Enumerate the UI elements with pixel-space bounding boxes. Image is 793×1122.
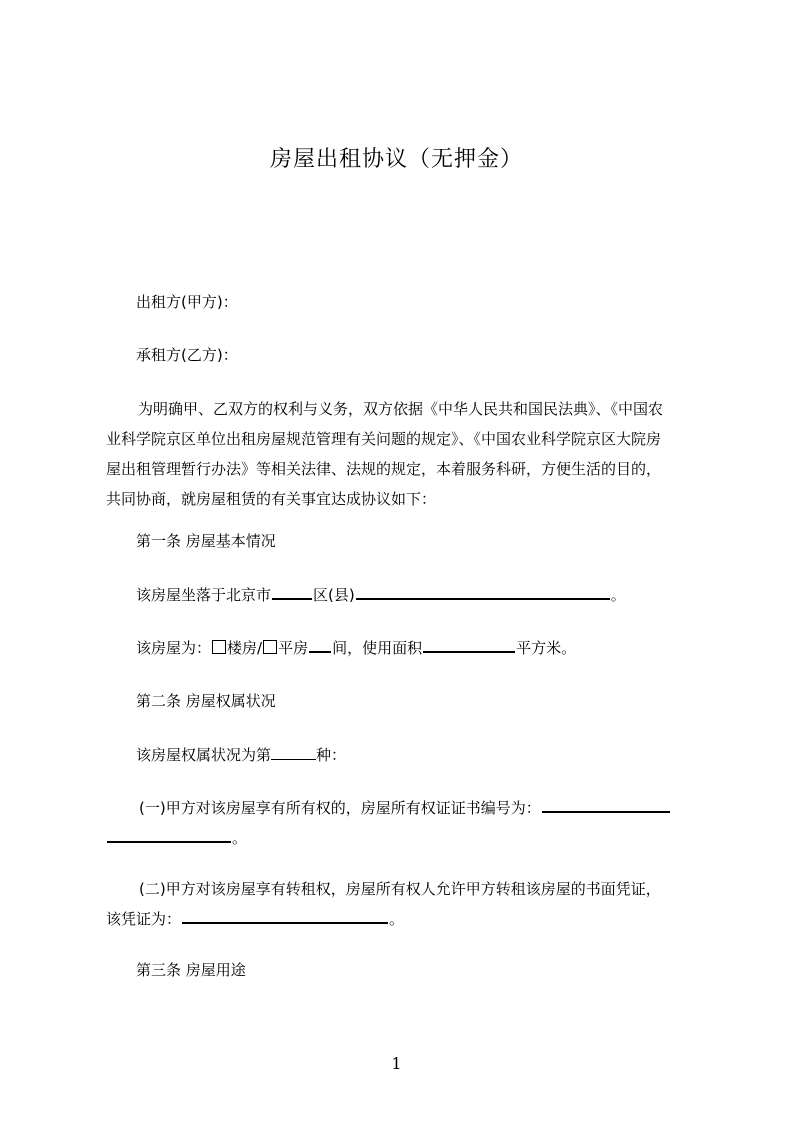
- ownership-suffix: 种：: [316, 746, 347, 764]
- intro-line: 业科学院京区单位出租房屋规范管理有关问题的规定》、《中国农业科学院京区大院房: [106, 430, 662, 448]
- option1-end: 。: [232, 829, 248, 847]
- location-line: [136, 580, 736, 610]
- district-blank[interactable]: [272, 580, 312, 600]
- type-rooms-suffix: 间，使用面积: [332, 639, 423, 657]
- type-building: 楼房/: [227, 639, 263, 657]
- article2-heading: 第二条 房屋权属状况: [136, 692, 276, 710]
- rooms-blank[interactable]: [309, 633, 331, 653]
- ownership-type-blank[interactable]: [271, 741, 316, 760]
- ownership-prefix: 该房屋权属状况为第: [136, 746, 272, 764]
- voucher-blank[interactable]: [182, 904, 388, 924]
- location-mid: 区(县): [313, 586, 355, 604]
- option2-end: 。: [389, 910, 405, 928]
- option2-prefix: 该凭证为：: [106, 910, 182, 928]
- type-area-suffix: 平方米。: [516, 639, 577, 657]
- lessor-label: 出租方(甲方)：: [136, 293, 238, 311]
- location-end: 。: [610, 586, 626, 604]
- option1-text: (一)甲方对该房屋享有所有权的，房屋所有权证证书编号为：: [139, 799, 541, 817]
- certificate-number-blank-1[interactable]: [542, 793, 670, 813]
- house-type-line: [136, 633, 736, 663]
- article1-heading: 第一条 房屋基本情况: [136, 532, 276, 550]
- intro-paragraph: [106, 394, 706, 514]
- page-number: 1: [391, 1054, 402, 1073]
- type-prefix: 该房屋为：: [136, 639, 212, 657]
- option1-line1: [139, 793, 739, 823]
- intro-line: 共同协商，就房屋租赁的有关事宜达成协议如下：: [106, 490, 437, 508]
- address-blank[interactable]: [356, 580, 610, 600]
- article3-heading: 第三条 房屋用途: [136, 961, 246, 979]
- document-title: 房屋出租协议（无押金）: [269, 147, 523, 172]
- intro-line: 屋出租管理暂行办法》等相关法律、法规的规定，本着服务科研，方便生活的目的，: [106, 460, 662, 478]
- area-blank[interactable]: [423, 633, 515, 653]
- building-checkbox[interactable]: [212, 640, 226, 654]
- ownership-line: [136, 740, 736, 770]
- option1-line2: [106, 823, 706, 853]
- type-bungalow: 平房: [278, 639, 309, 657]
- certificate-number-blank-2[interactable]: [107, 823, 231, 843]
- lessee-label: 承租方(乙方)：: [136, 346, 238, 364]
- option2-line1: (二)甲方对该房屋享有转租权，房屋所有权人允许甲方转租该房屋的书面凭证，: [139, 880, 661, 898]
- intro-line: 为明确甲、乙双方的权利与义务，双方依据《中华人民共和国民法典》、《中国农: [138, 400, 664, 418]
- option2-line2: [106, 904, 706, 934]
- bungalow-checkbox[interactable]: [263, 640, 277, 654]
- location-prefix: 该房屋坐落于北京市: [136, 586, 272, 604]
